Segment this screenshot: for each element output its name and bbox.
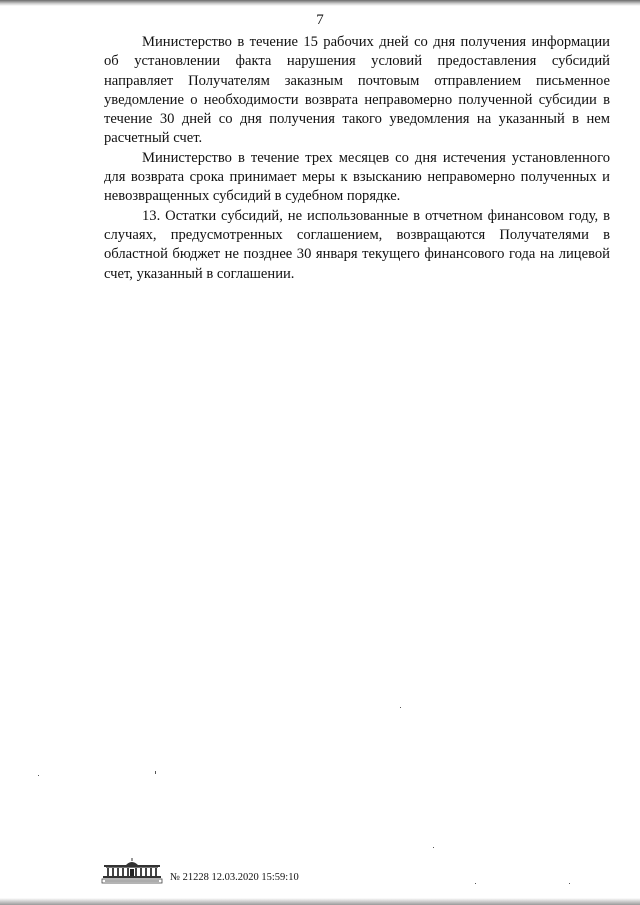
scan-edge-top bbox=[0, 0, 640, 6]
page-number: 7 bbox=[316, 12, 324, 28]
government-building-icon bbox=[100, 858, 164, 884]
paragraph-notification: Министерство в течение 15 рабочих дней со дня получения информации об установлении факта нарушения условий предоставления субсидий направляет Получателям заказным почтовым отправлением письменное уведомление о необходимости возврата неправомерно полученной субсидии в течение 30 дней со дня получения такого уведомления на указанный в нем расчетный счет. bbox=[104, 34, 610, 147]
paragraph-recovery: Министерство в течение трех месяцев со дня истечения установленного для возврата срока принимает меры к взысканию неправомерно полученных и невозвращенных субсидий в судебном порядке. bbox=[104, 149, 610, 205]
scan-speck bbox=[400, 707, 401, 708]
scan-speck bbox=[433, 847, 434, 848]
document-footer bbox=[100, 858, 360, 888]
scan-edge-bottom bbox=[0, 898, 640, 905]
paragraph-subsidy-remainders: 13. Остатки субсидий, не использованные в отчетном финансовом году, в случаях, предусмотренных соглашением, возвращаются Получателями в областной бюджет не позднее 30 января текущего финансового года на лицевой счет, указанный в соглашении. bbox=[104, 207, 610, 282]
scan-speck bbox=[155, 771, 156, 774]
document-registration-stamp: № 21228 12.03.2020 15:59:10 bbox=[170, 872, 299, 883]
scan-speck bbox=[38, 775, 39, 776]
document-body bbox=[104, 33, 610, 284]
scan-speck bbox=[475, 883, 476, 884]
scan-speck bbox=[569, 883, 570, 884]
